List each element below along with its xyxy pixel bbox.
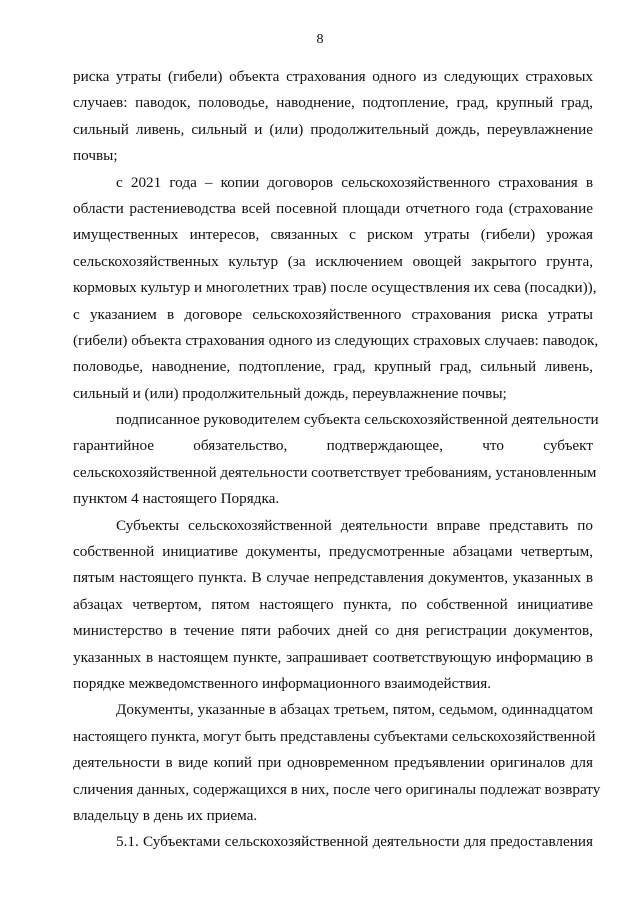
text-line: кормовых культур и многолетних трав) после осуществления их сева (посадки)), [73,279,597,297]
text-line: 5.1. Субъектами сельскохозяйственной деятельности для предоставления [116,833,593,851]
text-line: собственной инициативе документы, предусмотренные абзацами четвертым, [73,543,593,561]
text-line: Субъекты сельскохозяйственной деятельности вправе представить по [116,516,593,534]
text-line: сельскохозяйственных культур (за исключением овощей закрытого грунта, [73,252,593,270]
text-line: пунктом 4 настоящего Порядка. [73,490,280,508]
text-line: с 2021 года – копии договоров сельскохозяйственного страхования в [116,173,593,191]
text-line: риска утраты (гибели) объекта страхования одного из следующих страховых [73,68,593,85]
text-line: гарантийное обязательство, подтверждающее, что субъект [73,437,593,455]
text-line: пятым настоящего пункта. В случае непредставления документов, указанных в [73,569,593,587]
text-line: имущественных интересов, связанных с риском утраты (гибели) урожая [73,226,593,244]
text-line: сличения данных, содержащихся в них, после чего оригиналы подлежат возврату [73,780,601,798]
document-body [73,64,601,856]
text-line: случаев: паводок, половодье, наводнение, подтопление, град, крупный град, [73,94,593,112]
text-line: порядке межведомственного информационного взаимодействия. [73,674,492,692]
text-line: подписанное руководителем субъекта сельскохозяйственной деятельности [116,411,599,429]
text-line: Документы, указанные в абзацах третьем, пятом, седьмом, одиннадцатом [116,701,593,719]
text-line: половодье, наводнение, подтопление, град, крупный град, сильный ливень, [73,358,593,376]
text-line: области растениеводства всей посевной площади отчетного года (страхование [73,199,593,217]
text-line: абзацах четвертом, пятом настоящего пункта, по собственной инициативе [73,595,593,613]
text-line: указанных в настоящем пункте, запрашивает соответствующую информацию в [73,648,593,666]
text-line: сельскохозяйственной деятельности соответствует требованиям, установленным [73,463,597,481]
text-line: министерство в течение пяти рабочих дней со дня регистрации документов, [73,622,593,640]
text-line: сильный ливень, сильный и (или) продолжительный дождь, переувлажнение [73,120,593,138]
text-line: с указанием в договоре сельскохозяйственного страхования риска утраты [73,305,593,323]
text-line: сильный и (или) продолжительный дождь, переувлажнение почвы; [73,384,507,402]
text-line: деятельности в виде копий при одновременном предъявлении оригиналов для [73,754,593,772]
page-number: 8 [316,32,324,47]
text-line: (гибели) объекта страхования одного из следующих страховых случаев: паводок, [73,331,599,349]
text-line: почвы; [73,147,118,165]
text-line: владельцу в день их приема. [73,806,258,824]
text-line: настоящего пункта, могут быть представлены субъектами сельскохозяйственной [73,727,596,745]
